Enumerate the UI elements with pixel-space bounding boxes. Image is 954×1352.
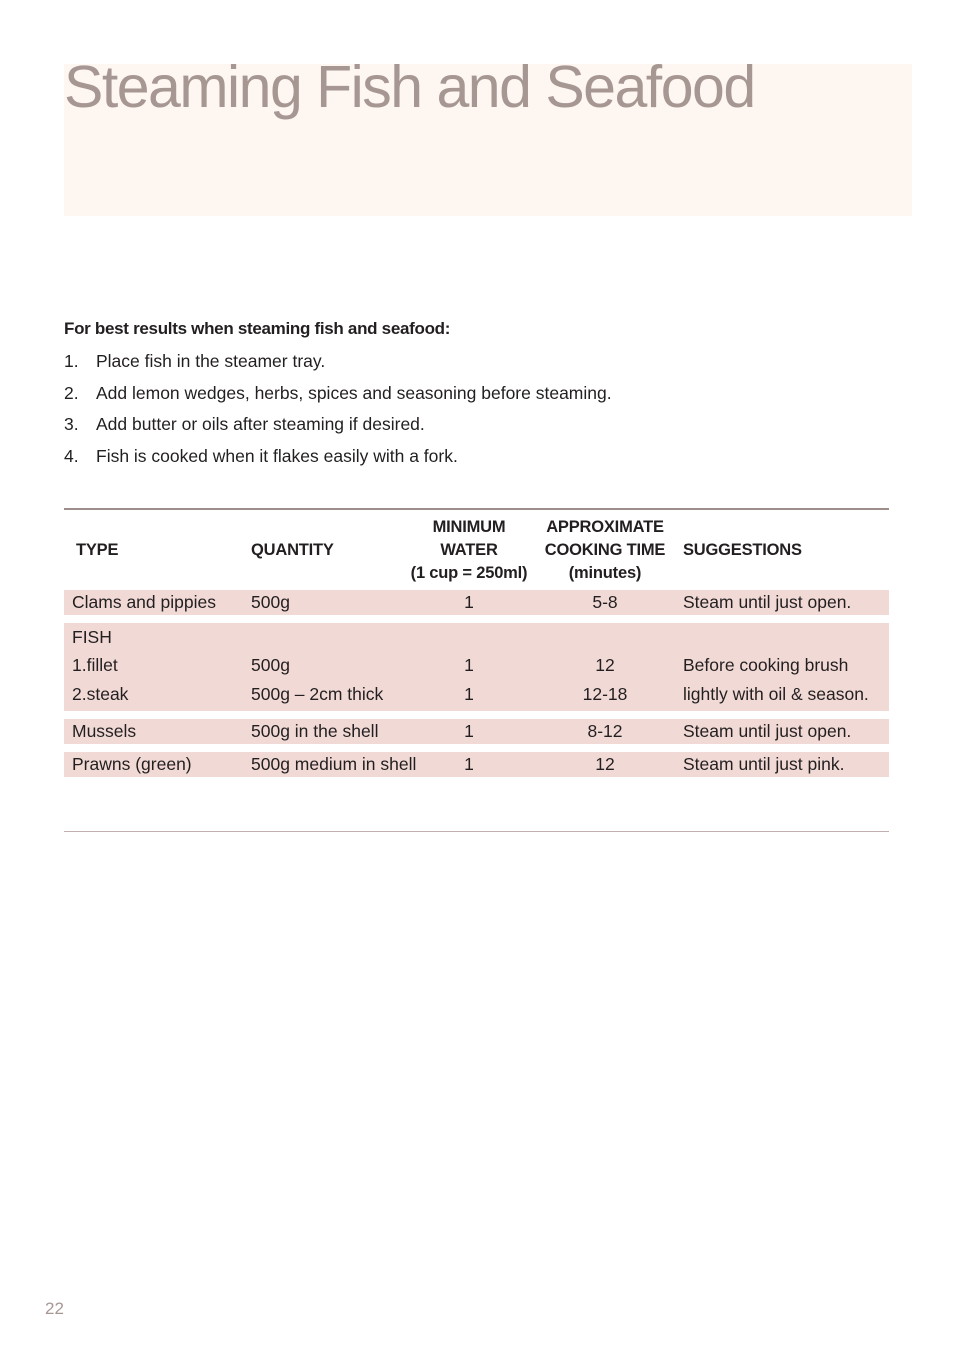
page-title: Steaming Fish and Seafood (64, 54, 755, 120)
cell-water: 1 (464, 684, 474, 704)
table-row (64, 752, 889, 777)
intro-heading: For best results when steaming fish and seafood: (64, 319, 451, 338)
header-cooking-time: APPROXIMATE COOKING TIME (minutes) (544, 517, 666, 582)
header-water: MINIMUM WATER (1 cup = 250ml) (410, 517, 528, 582)
cell-time: 12 (595, 754, 615, 774)
cell-water: 1 (464, 721, 474, 741)
table-bottom-rule (64, 831, 889, 832)
cell-type: FISH (72, 627, 112, 647)
steps-list (64, 346, 884, 472)
cell-type: Clams and pippies (72, 592, 216, 612)
cell-type: Mussels (72, 721, 137, 741)
cell-type: Prawns (green) (72, 754, 192, 774)
step-text: Fish is cooked when it flakes easily with a fork. (96, 445, 458, 466)
list-item (64, 378, 884, 410)
header-suggestions: SUGGESTIONS (683, 540, 802, 559)
cell-type: 1.fillet (72, 655, 118, 675)
intro-section (64, 318, 884, 472)
cell-time: 8-12 (587, 721, 623, 741)
cooking-table (64, 510, 889, 785)
header-quantity: QUANTITY (251, 540, 334, 559)
step-text: Add butter or oils after steaming if desired. (96, 414, 425, 434)
cell-water: 1 (464, 592, 474, 612)
cell-quantity: 500g in the shell (251, 721, 379, 741)
table-row (64, 719, 889, 744)
cell-quantity: 500g (251, 592, 290, 612)
cell-quantity: 500g (251, 655, 290, 675)
table-row (64, 590, 889, 615)
step-number: 1. (64, 351, 79, 371)
cell-suggestions: lightly with oil & season. (683, 684, 869, 704)
step-number: 2. (64, 382, 79, 403)
list-item (64, 441, 884, 473)
cell-water: 1 (464, 754, 474, 774)
list-item (64, 409, 884, 441)
step-text: Place fish in the steamer tray. (96, 351, 326, 371)
cell-time: 5-8 (592, 592, 618, 612)
cell-quantity: 500g – 2cm thick (251, 684, 384, 704)
header-type: TYPE (76, 540, 119, 559)
cell-water: 1 (464, 655, 474, 675)
step-number: 3. (64, 414, 79, 434)
cell-type: 2.steak (72, 684, 129, 704)
cell-suggestions: Before cooking brush (683, 655, 849, 675)
cell-time: 12-18 (582, 684, 628, 704)
cell-time: 12 (595, 655, 615, 675)
cell-suggestions: Steam until just open. (683, 592, 852, 612)
page-number: 22 (45, 1299, 64, 1318)
cell-suggestions: Steam until just open. (683, 721, 852, 741)
cell-suggestions: Steam until just pink. (683, 754, 845, 774)
step-text: Add lemon wedges, herbs, spices and seasoning before steaming. (96, 382, 612, 403)
table-row (64, 623, 889, 711)
step-number: 4. (64, 445, 79, 466)
table-header (64, 510, 889, 590)
list-item (64, 346, 884, 378)
cell-quantity: 500g medium in shell (251, 754, 417, 774)
